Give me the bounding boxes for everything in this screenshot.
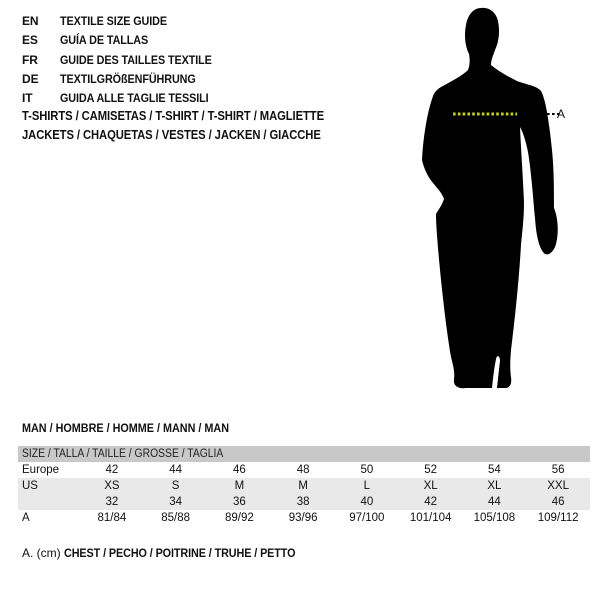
table-row-us [18, 478, 590, 494]
section-title-man: MAN / HOMBRE / HOMME / MANN / MAN [22, 421, 229, 435]
size-cell: 81/84 [97, 512, 127, 524]
size-table-header [18, 446, 590, 462]
language-row [22, 89, 229, 108]
language-code: EN [22, 14, 39, 28]
size-cell: 46 [232, 464, 246, 476]
size-cell: 48 [296, 464, 310, 476]
language-code: IT [22, 91, 33, 106]
man-silhouette [410, 0, 600, 400]
table-row-numeric [18, 494, 590, 510]
language-code: FR [22, 52, 38, 67]
size-cell: M [298, 480, 308, 492]
size-cell: 36 [232, 496, 246, 508]
size-cell: 50 [360, 464, 374, 476]
row-label [18, 494, 80, 510]
size-cell: 101/104 [409, 512, 452, 524]
row-label: A [22, 512, 30, 524]
measurement-footnote [22, 545, 321, 561]
table-row-europe [18, 462, 590, 478]
man-silhouette-shape [422, 8, 558, 388]
row-label: Europe [22, 464, 60, 476]
garment-types [22, 107, 358, 145]
language-code: ES [22, 33, 38, 48]
size-cell: S [171, 480, 180, 492]
size-cell: XXL [547, 480, 569, 492]
size-cell: 38 [296, 496, 310, 508]
size-cell: 56 [551, 464, 565, 476]
size-cell: 44 [487, 496, 501, 508]
size-cell: 89/92 [224, 512, 254, 524]
table-row-chest-a [18, 510, 590, 526]
guide-title-en: TEXTILE SIZE GUIDE [60, 14, 168, 28]
size-cell: 105/108 [473, 512, 516, 524]
size-cell: 93/96 [288, 512, 318, 524]
guide-title-de: TEXTILGRÖßENFÜHRUNG [60, 71, 196, 86]
language-row [22, 31, 229, 50]
size-cell: 42 [424, 496, 438, 508]
size-cell: XL [487, 480, 502, 492]
language-row [22, 51, 229, 70]
size-cell: 40 [360, 496, 374, 508]
size-cell: 85/88 [161, 512, 191, 524]
language-code: DE [22, 71, 39, 86]
guide-title-es: GUÍA DE TALLAS [60, 33, 149, 48]
size-cell: 34 [169, 496, 183, 508]
size-cell: XL [423, 480, 438, 492]
footnote-text: CHEST / PECHO / POITRINE / TRUHE / PETTO [63, 546, 296, 560]
measurement-label-a: A [557, 107, 566, 121]
size-cell: 42 [105, 464, 119, 476]
guide-title-fr: GUIDE DES TAILLES TEXTILE [60, 52, 212, 67]
garment-line-tshirts: T-SHIRTS / CAMISETAS / T-SHIRT / T-SHIRT / MAGLIETTE [22, 109, 324, 123]
footnote-prefix: A. (cm) [22, 546, 61, 560]
size-cell: 52 [424, 464, 438, 476]
size-cell: 46 [551, 496, 565, 508]
language-row [22, 70, 229, 89]
language-list [22, 12, 229, 108]
size-cell: 32 [105, 496, 119, 508]
language-row [22, 12, 229, 31]
size-table-header-label: SIZE / TALLA / TAILLE / GRÖSSE / TAGLIA [22, 448, 224, 460]
guide-title-it: GUIDA ALLE TAGLIE TESSILI [60, 91, 209, 106]
size-cell: 44 [169, 464, 183, 476]
size-cell: 54 [487, 464, 501, 476]
size-cell: XS [104, 480, 120, 492]
row-label: US [22, 480, 38, 492]
size-cell: 109/112 [537, 512, 579, 524]
garment-line-jackets: JACKETS / CHAQUETAS / VESTES / JACKEN / GIACCHE [22, 128, 321, 142]
size-cell: 97/100 [349, 512, 385, 524]
size-cell: M [234, 480, 245, 492]
size-table [18, 446, 590, 526]
size-cell: L [363, 480, 371, 492]
